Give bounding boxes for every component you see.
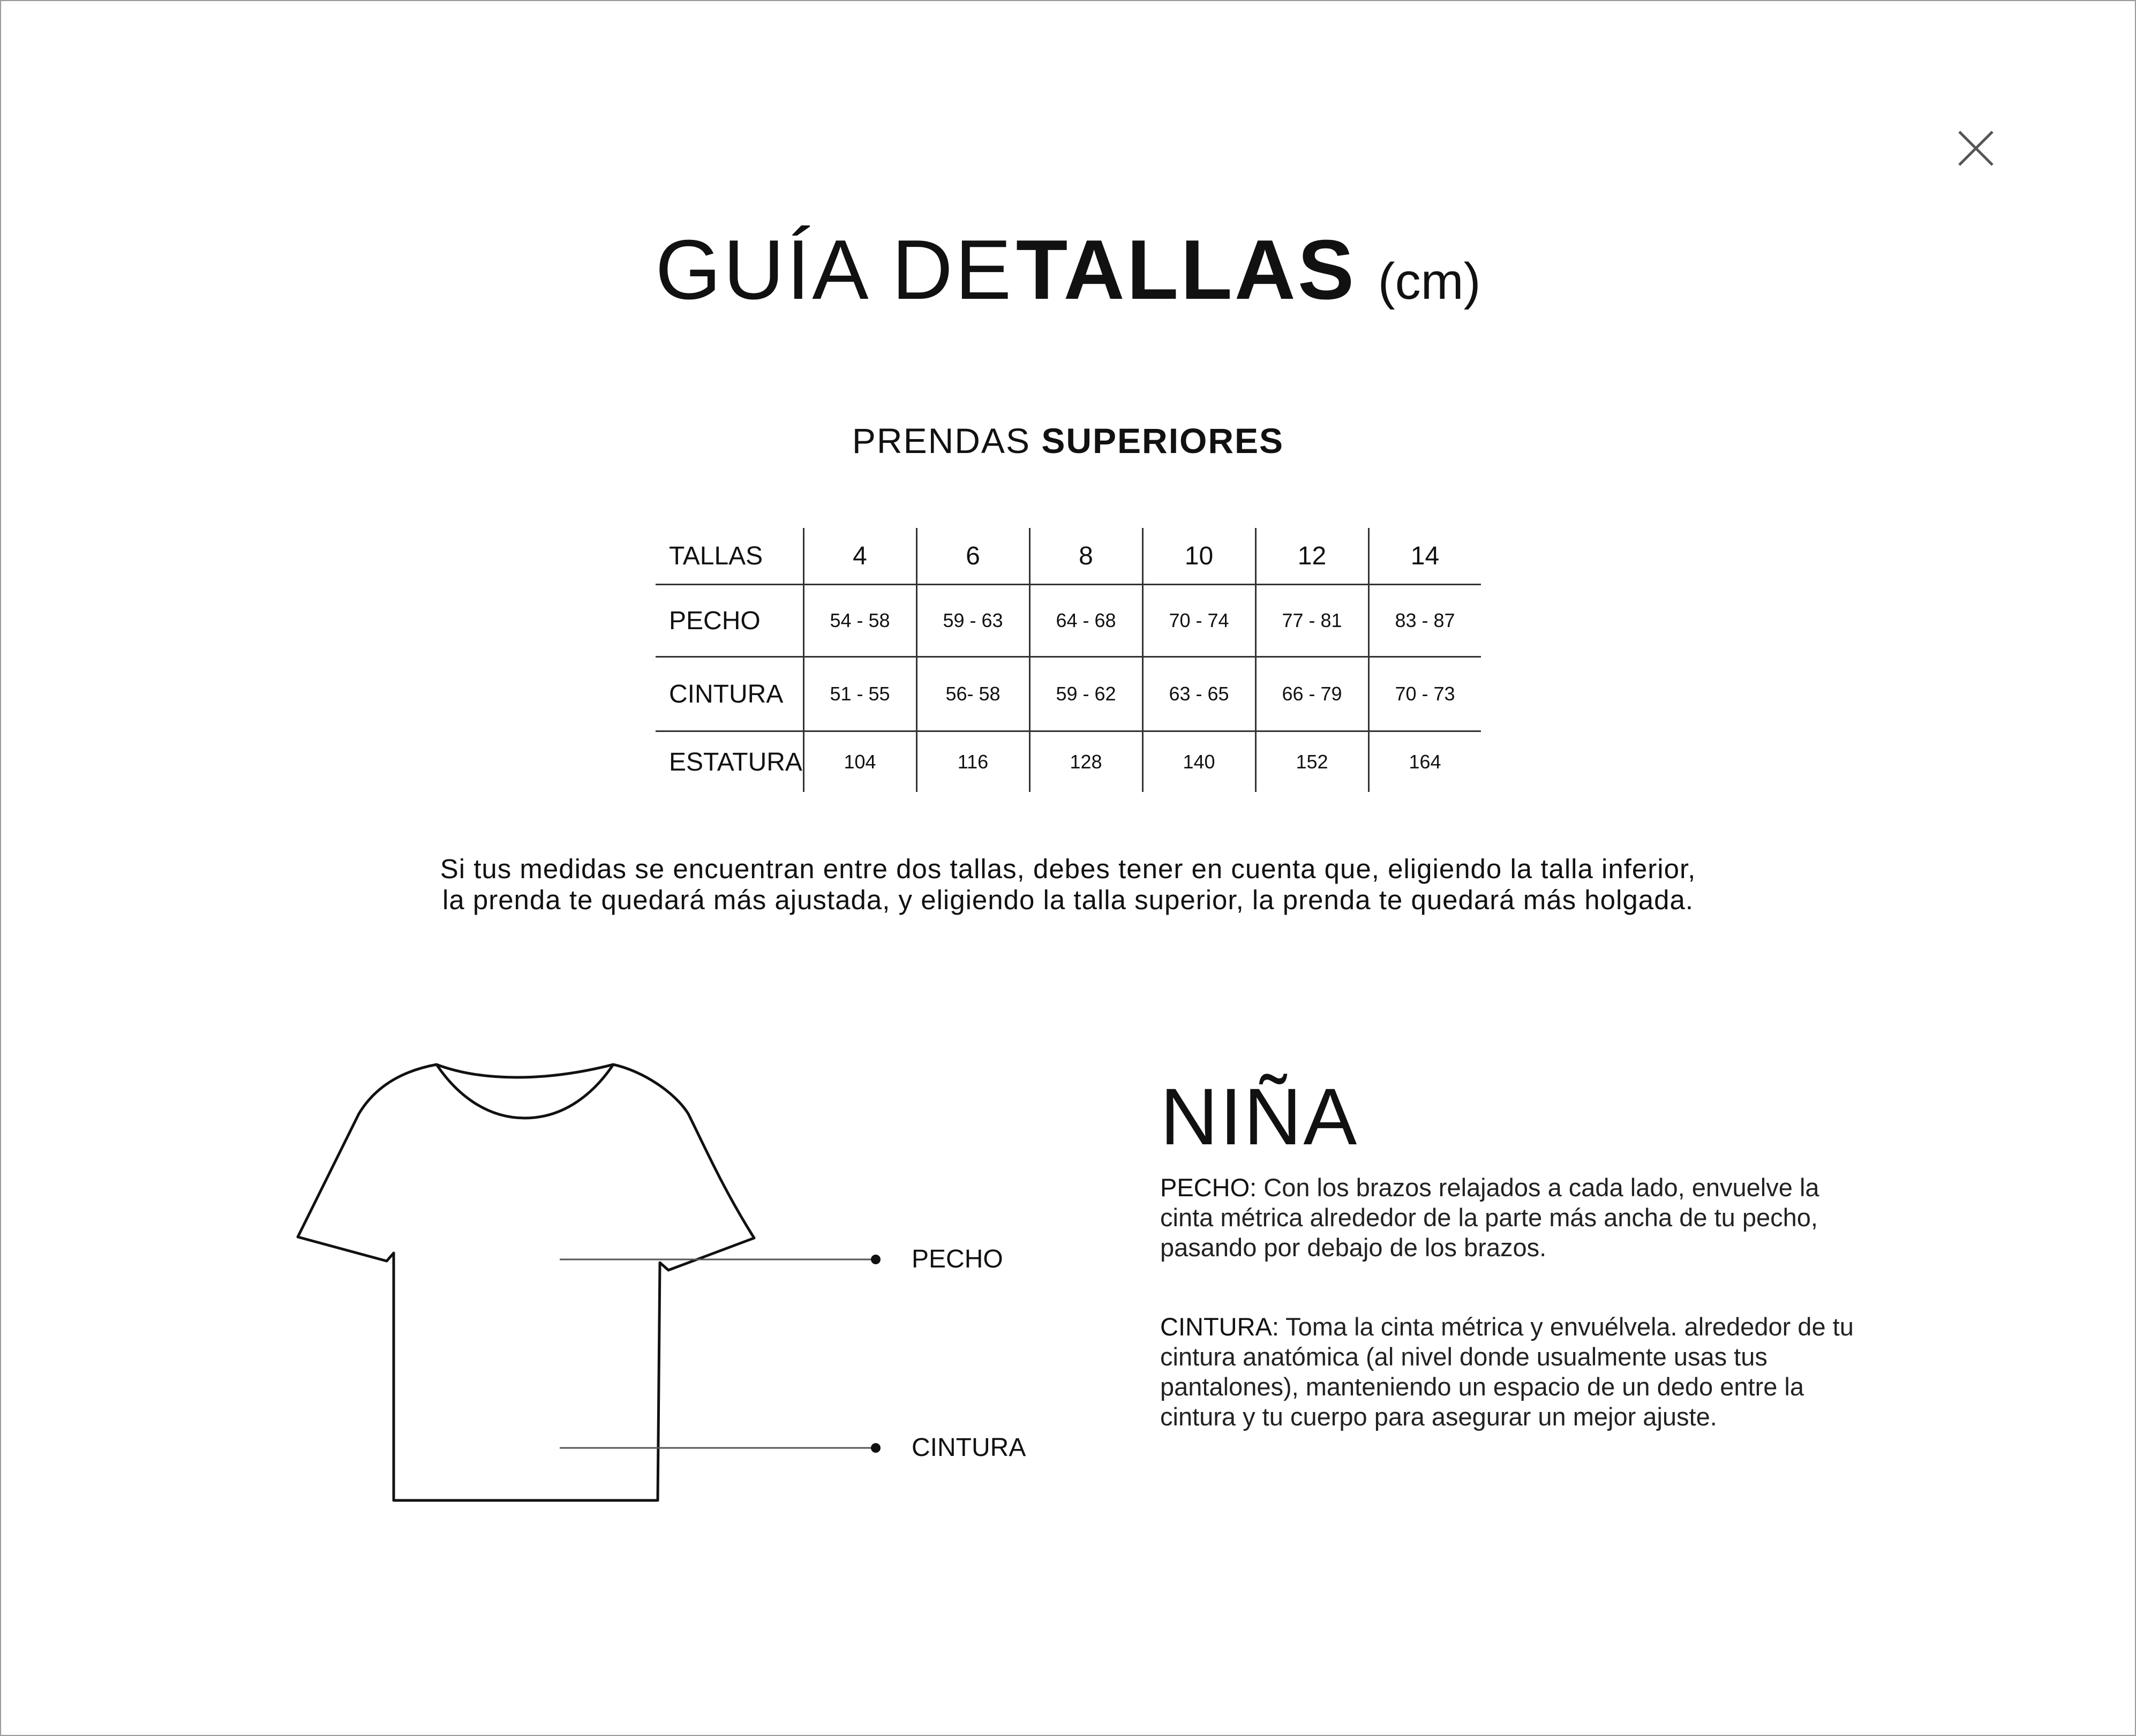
cintura-callout: CINTURA (912, 1433, 1026, 1462)
table-cell: 104 (803, 731, 916, 792)
size-table (656, 528, 1481, 792)
size-4: 4 (803, 528, 916, 585)
table-cell: 152 (1255, 731, 1368, 792)
table-cell: 70 - 74 (1142, 585, 1255, 657)
pecho-term: PECHO: (1160, 1173, 1257, 1202)
header-label: TALLAS (669, 541, 763, 570)
table-row-pecho (656, 585, 1481, 657)
table-cell: 77 - 81 (1255, 585, 1368, 657)
section-title: NIÑA (1160, 1071, 1359, 1161)
cintura-text: Toma la cinta métrica y envuélvela. alrededor de tu cintura anatómica (al nivel donde usualmente usas tus pantalones), manteniendo un espacio de un dedo entre la cintura y tu cuerpo para asegurar un mejor ajuste. (1160, 1312, 1854, 1431)
pecho-description (1160, 1173, 1867, 1263)
title-unit: (cm) (1378, 253, 1481, 310)
size-note (0, 854, 2136, 916)
note-line-2: la prenda te quedará más ajustada, y eligiendo la talla superior, la prenda te quedará más holgada. (442, 885, 1694, 915)
size-14: 14 (1368, 528, 1481, 585)
table-header-row (656, 528, 1481, 585)
table-cell: 70 - 73 (1368, 657, 1481, 731)
table-row-estatura (656, 731, 1481, 792)
table-row-cintura (656, 657, 1481, 731)
title-part1: GUÍA DE (655, 223, 1014, 317)
table-cell: 51 - 55 (803, 657, 916, 731)
table-cell: 59 - 62 (1029, 657, 1142, 731)
row-label: ESTATURA (656, 731, 803, 792)
pecho-text: Con los brazos relajados a cada lado, envuelve la cinta métrica alrededor de la parte más ancha de tu pecho, pasando por debajo de los brazos. (1160, 1173, 1819, 1262)
cintura-description (1160, 1312, 1867, 1432)
cintura-term: CINTURA: (1160, 1312, 1279, 1341)
size-12: 12 (1255, 528, 1368, 585)
table-cell: 56- 58 (916, 657, 1029, 731)
table-cell: 54 - 58 (803, 585, 916, 657)
row-label: PECHO (656, 585, 803, 657)
note-line-1: Si tus medidas se encuentran entre dos tallas, debes tener en cuenta que, eligiendo la talla inferior, (440, 854, 1696, 884)
size-8: 8 (1029, 528, 1142, 585)
size-6: 6 (916, 528, 1029, 585)
tshirt-icon (289, 1055, 932, 1510)
pecho-callout: PECHO (912, 1245, 1003, 1273)
close-button[interactable] (1956, 129, 1996, 168)
table-cell: 128 (1029, 731, 1142, 792)
subtitle-part1: PRENDAS (852, 421, 1031, 461)
page-title (0, 223, 2136, 317)
table-cell: 66 - 79 (1255, 657, 1368, 731)
title-part2: TALLAS (1016, 223, 1357, 317)
table-cell: 164 (1368, 731, 1481, 792)
section-subtitle (0, 421, 2136, 461)
table-cell: 116 (916, 731, 1029, 792)
table-cell: 59 - 63 (916, 585, 1029, 657)
size-10: 10 (1142, 528, 1255, 585)
table-cell: 83 - 87 (1368, 585, 1481, 657)
table-cell: 63 - 65 (1142, 657, 1255, 731)
subtitle-part2: SUPERIORES (1041, 421, 1284, 461)
table-cell: 140 (1142, 731, 1255, 792)
row-label: CINTURA (656, 657, 803, 731)
table-cell: 64 - 68 (1029, 585, 1142, 657)
close-icon (1956, 129, 1996, 168)
